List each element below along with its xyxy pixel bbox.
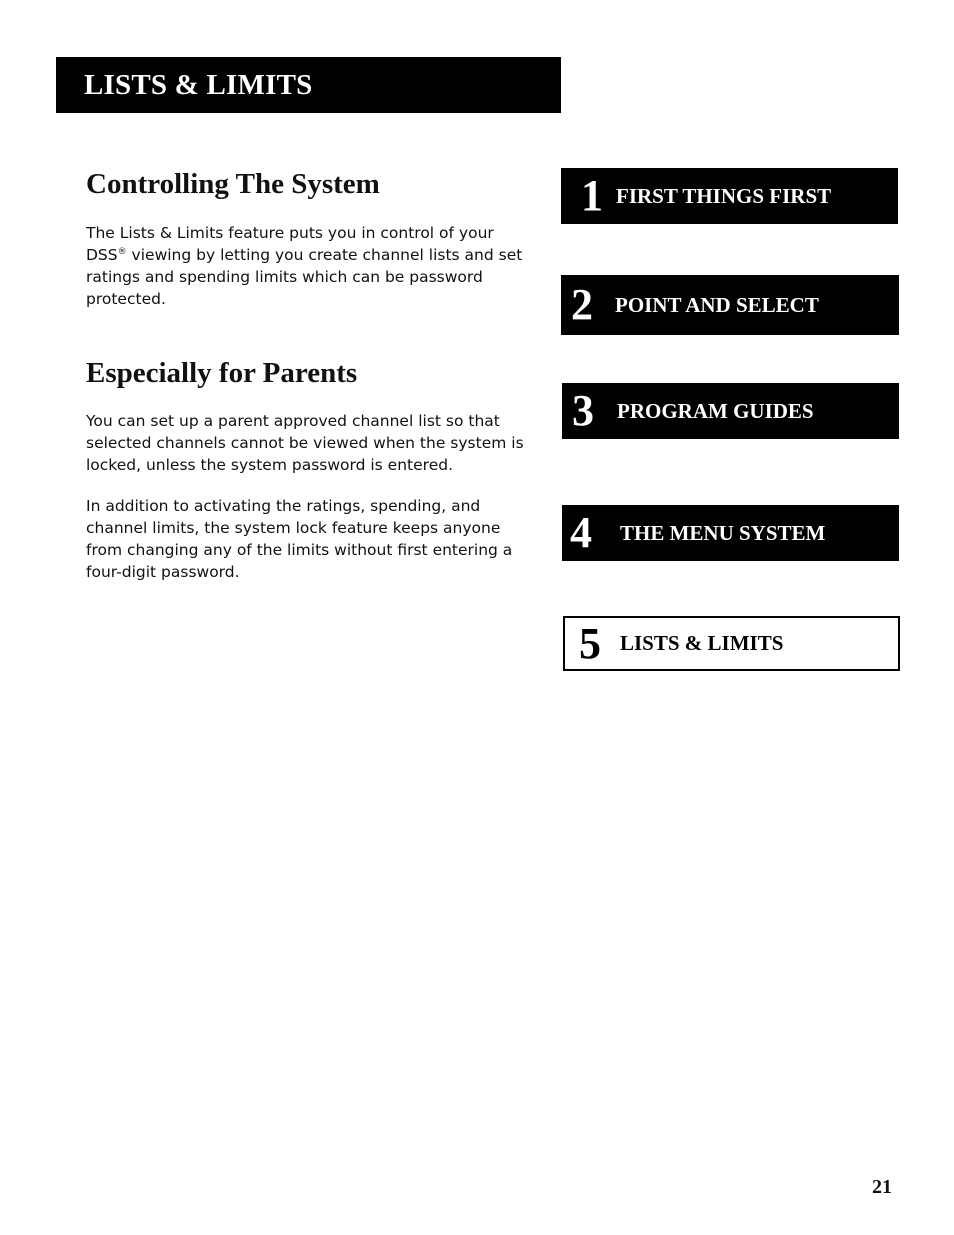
section-paragraph-parents-2: In addition to activating the ratings, spending, and channel limits, the system lock feature keeps anyone from changing any of the limits without first entering a four-digit password. bbox=[86, 497, 513, 581]
chapter-tab-point-and-select[interactable] bbox=[561, 275, 899, 335]
chapter-header-bar bbox=[56, 57, 561, 113]
chapter-tab-the-menu-system[interactable] bbox=[562, 505, 899, 561]
paragraph-text-end: viewing by letting you create channel lists and set ratings and spending limits which can be password protected. bbox=[86, 246, 523, 308]
chapter-header-title: LISTS & LIMITS bbox=[84, 68, 313, 101]
chapter-number: 5 bbox=[579, 618, 601, 668]
chapter-number: 1 bbox=[581, 171, 603, 220]
chapter-label: LISTS & LIMITS bbox=[620, 631, 784, 655]
chapter-label: POINT AND SELECT bbox=[615, 292, 819, 317]
page-number: 21 bbox=[872, 1176, 892, 1198]
chapter-tab-lists-and-limits-current[interactable] bbox=[563, 616, 900, 671]
chapter-label: THE MENU SYSTEM bbox=[620, 520, 826, 545]
paragraph-text-start: The Lists & Limits feature puts you in control of your DSS bbox=[86, 224, 494, 264]
chapter-label: PROGRAM GUIDES bbox=[617, 398, 814, 423]
section-heading-controlling-the-system: Controlling The System bbox=[86, 168, 380, 200]
section-paragraph-parents-1: You can set up a parent approved channel list so that selected channels cannot be viewed when the system is locked, unless the system password is entered. bbox=[86, 412, 524, 474]
chapter-number: 2 bbox=[571, 280, 593, 329]
registered-trademark-mark: ® bbox=[117, 246, 127, 257]
section-paragraph-controlling bbox=[86, 222, 526, 310]
chapter-tab-first-things-first[interactable] bbox=[561, 168, 898, 224]
section-heading-especially-for-parents: Especially for Parents bbox=[86, 357, 358, 389]
chapter-number: 3 bbox=[572, 386, 594, 435]
chapter-label: FIRST THINGS FIRST bbox=[616, 183, 832, 208]
chapter-tab-program-guides[interactable] bbox=[562, 383, 899, 439]
chapter-number: 4 bbox=[570, 508, 592, 557]
